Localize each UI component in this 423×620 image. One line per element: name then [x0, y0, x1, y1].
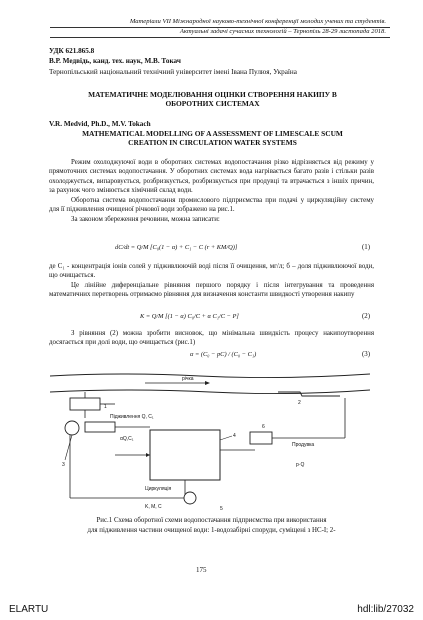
label-3: 3	[62, 462, 65, 468]
river-bank-top	[50, 374, 370, 378]
flow-label: αQ,C₁	[120, 436, 134, 442]
title-en-line-2: CREATION IN CIRCULATION WATER SYSTEMS	[128, 138, 297, 147]
figure-caption-line-1: Рис.1 Схема оборотної схеми водопостачання підприємства при використання	[96, 517, 327, 524]
makeup-label: Підживлення Q, C₁	[110, 414, 154, 420]
authors-ua: В.Р. Медвідь, канд. тех. наук, М.В. Токач	[49, 57, 181, 65]
footer-handle: hdl:lib/27032	[357, 604, 414, 615]
label-5: 5	[220, 506, 223, 512]
pump-5-circle	[184, 492, 196, 504]
river-bank-bottom	[50, 390, 370, 394]
pq-label: p·Q	[296, 462, 305, 468]
equation-3-number: (3)	[362, 351, 371, 358]
paragraph-5: Це лінійне диференціальне рівняння першого порядку і після інтегрування та проведення математичних перетворень отримаємо рівняння для визначення константи швидкості утворення накипу	[49, 282, 374, 299]
authors-en: V.R. Medvid, Ph.D., M.V. Tokach	[49, 120, 151, 128]
footer-repository-name: ELARTU	[9, 604, 49, 615]
paragraph-6: З рівняння (2) можна зробити висновок, що мінімальна швидкість процесу накипоутворення досягається при долі води, що очищається (рис.1)	[49, 330, 374, 347]
header-rule-2	[50, 37, 390, 38]
equation-3: α = (C₀ − pC) / (C₀ − C₁)	[190, 351, 257, 358]
paragraph-1: Режим охолоджуючої води в оборотних системах водопостачання різко відрізняється від режиму у прямоточних системах водопостачання. У оборотних системах вода нагрівається багато разів і стільки разів охолоджується, випаровується, розбризкується, розбризкується при продувці та втрачається з іншіх причин, за рахунок чого змінюється хімічний склад води.	[49, 159, 374, 194]
udc-code: УДК 621.865.8	[49, 47, 95, 55]
title-ua-line-2: ОБОРОТНИХ СИСТЕМАХ	[165, 99, 260, 108]
label-4-leader	[220, 436, 232, 440]
equation-1-number: (1)	[362, 244, 371, 251]
return-arrowhead	[146, 453, 150, 457]
pump-3-leader	[65, 435, 72, 460]
intake-structure-box	[70, 398, 100, 410]
conference-header-line-1: Матеріали VII Міжнародної науково-технічної конференції молодих учених та студентів.	[129, 18, 386, 25]
page-number: 175	[196, 566, 207, 574]
equation-2: K = Q/M [(1 − α) C₀/C + α C₁/C − P]	[140, 313, 239, 320]
figure-caption-line-2: для підживлення частини очищеної води: 1-водозабірні споруди, суміщені з НС-І; 2-	[87, 527, 336, 534]
label-4: 4	[233, 433, 236, 439]
river-label: річка	[182, 376, 194, 382]
cooling-tower-box	[150, 430, 220, 480]
label-1: 1	[104, 404, 107, 410]
paragraph-3: За законом збереження речовини, можна записати:	[71, 216, 220, 223]
blowdown-box-6	[250, 432, 272, 444]
title-en-line-1: MATHEMATICAL MODELLING OF A ASSESSMENT OF LIMESCALE SCUM	[82, 129, 343, 138]
conference-header-line-2: Актуальні задачі сучасних технологій – Тернопіль 28-29 листопада 2018.	[179, 28, 386, 35]
circulation-label: Циркуляція	[145, 486, 172, 492]
equation-2-number: (2)	[362, 313, 371, 320]
title-ua-line-1: МАТЕМАТИЧНЕ МОДЕЛЮВАННЯ ОЦІНКИ СТВОРЕННЯ НАКИПУ В	[88, 90, 337, 99]
label-6: 6	[262, 424, 265, 430]
river-flow-arrowhead	[205, 381, 210, 385]
treatment-box	[85, 422, 115, 432]
paragraph-4: де C₁ - концентрація іонів солей у підживлюючій воді після її очищення, мг/л; б – доля підживлюючої води, що очищається.	[49, 263, 374, 280]
paragraph-2: Оборотна система водопостачання промислового підприємства при подачі у циркуляційну систему для її підживлення очищеної річкової води зображено на рис.1.	[49, 197, 374, 214]
kmc-label: K, M, C	[145, 504, 162, 510]
pump-3-circle	[65, 421, 79, 435]
affiliation: Тернопільський національний технічний університет імені Івана Пулюя, Україна	[49, 68, 297, 76]
blowdown-label: Продувка	[292, 442, 315, 448]
water-system-diagram	[40, 370, 370, 515]
equation-1: dC/dt = Q/M [C₀(1 − α) + C₁ − C (r + KM/Q)]	[115, 244, 238, 251]
label-2: 2	[298, 400, 301, 406]
